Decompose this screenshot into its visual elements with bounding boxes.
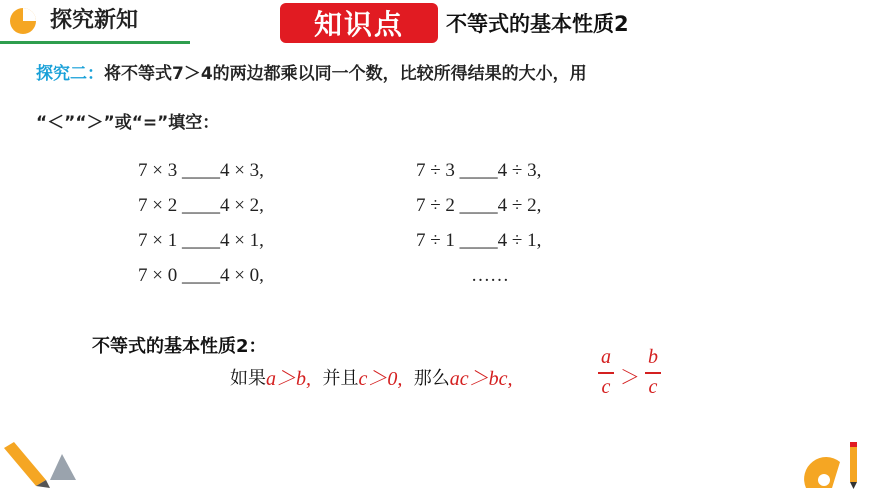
property-condition-c: c＞0, [358, 368, 403, 390]
property-condition-ab: a＞b, [266, 368, 311, 390]
exercise-right-1: 7 ÷ 3 ____4 ÷ 3, [416, 160, 542, 181]
fraction-gt: ＞ [620, 367, 640, 389]
exercise-left-4: 7 × 0 ____4 × 0, [138, 265, 264, 286]
property-title: 不等式的基本性质2： [92, 336, 267, 357]
knowledge-point-badge: 知识点 [280, 3, 438, 43]
task-instruction [36, 62, 836, 86]
topic-title: 不等式的基本性质2 [446, 12, 629, 36]
fraction-b-bar [645, 372, 661, 374]
property-then: 那么 [402, 367, 450, 389]
task-prefix: 探究二： [36, 64, 104, 84]
section-underline [0, 41, 190, 44]
fraction-a-bar [598, 372, 614, 374]
exercise-left-3: 7 × 1 ____4 × 1, [138, 230, 264, 251]
property-statement [230, 362, 513, 391]
exercise-right-2: 7 ÷ 2 ____4 ÷ 2, [416, 195, 542, 216]
section-label: 探究新知 [50, 8, 139, 33]
pencil-ruler-decoration-icon [0, 440, 90, 489]
protractor-pencil-decoration-icon [800, 440, 870, 489]
exercise-left-2: 7 × 2 ____4 × 2, [138, 195, 264, 216]
fraction-a-denominator: c [601, 376, 611, 398]
task-instruction-line2: “＜”“＞”或“=”填空： [36, 113, 220, 133]
property-and: 并且 [311, 367, 359, 389]
fraction-a-numerator: a [601, 346, 611, 368]
task-text: 将不等式7＞4的两边都乘以同一个数，比较所得结果的大小，用 [104, 64, 587, 84]
exercise-left-1: 7 × 3 ____4 × 3, [138, 160, 264, 181]
pie-chart-icon [8, 6, 38, 36]
property-result-ac-bc: ac＞bc, [449, 368, 513, 390]
exercise-right-3: 7 ÷ 1 ____4 ÷ 1, [416, 230, 542, 251]
fraction-b-numerator: b [648, 346, 658, 368]
property-if: 如果 [230, 367, 266, 389]
exercise-ellipsis: …… [471, 265, 509, 286]
fraction-b-denominator: c [648, 376, 658, 398]
